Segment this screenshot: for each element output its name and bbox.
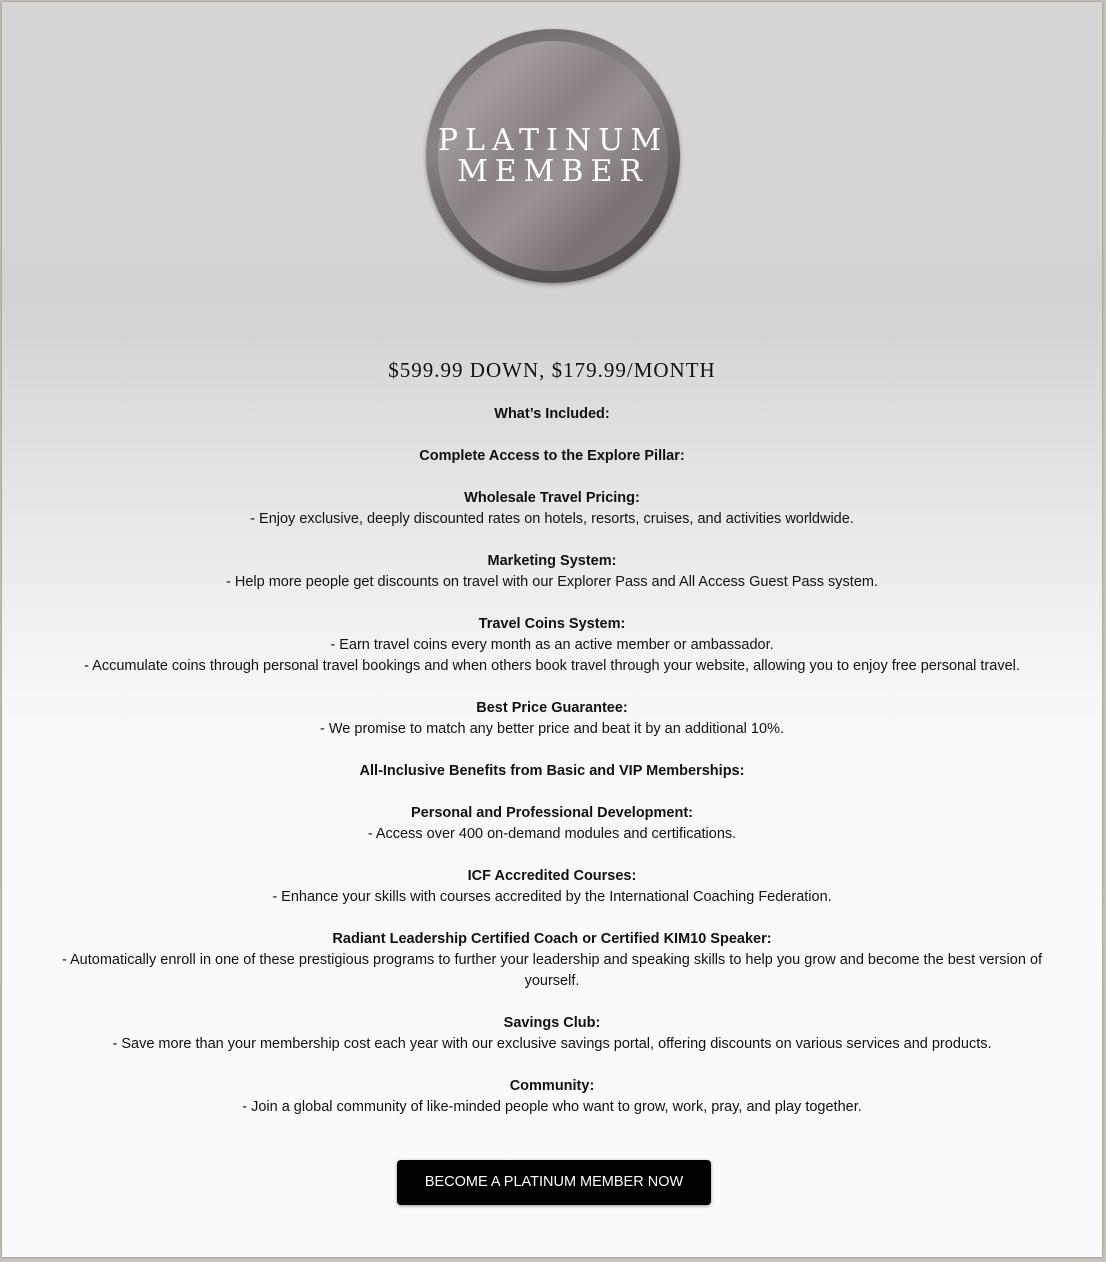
price-text: $599.99 DOWN, $179.99/MONTH (388, 358, 716, 382)
become-platinum-member-button[interactable]: BECOME A PLATINUM MEMBER NOW (397, 1160, 711, 1205)
benefit-line: - Access over 400 on-demand modules and certifications. (367, 826, 737, 842)
section-heading: Marketing System: (487, 553, 617, 569)
badge-title-line2: MEMBER (457, 154, 649, 189)
section-line: - We promise to match any better price and beat it by an additional 10%. (320, 721, 784, 737)
benefit-line: - Join a global community of like-minded people who want to grow, work, pray, and play together. (242, 1099, 862, 1115)
section-line: - Enjoy exclusive, deeply discounted rates on hotels, resorts, cruises, and activities worldwide. (250, 511, 854, 527)
explore-pillar-heading: Complete Access to the Explore Pillar: (419, 448, 685, 464)
membership-card (2, 2, 1102, 1257)
benefit-heading: Savings Club: (503, 1015, 601, 1031)
benefit-heading: Personal and Professional Development: (410, 805, 694, 821)
badge-title-line1: PLATINUM (437, 123, 669, 158)
benefits-content (42, 404, 1062, 1118)
benefit-heading: Radiant Leadership Certified Coach or Certified KIM10 Speaker: (332, 931, 772, 947)
benefit-heading: ICF Accredited Courses: (467, 868, 637, 884)
section-line: - Earn travel coins every month as an active member or ambassador. (330, 637, 774, 653)
benefit-line: - Automatically enroll in one of these prestigious programs to further your leadership and speaking skills to help you grow and become the best version of yourself. (61, 952, 1043, 989)
all-inclusive-heading: All-Inclusive Benefits from Basic and VIP Memberships: (359, 763, 745, 779)
section-heading: Wholesale Travel Pricing: (464, 490, 640, 506)
whats-included-heading: What’s Included: (494, 406, 610, 422)
benefit-line: - Enhance your skills with courses accredited by the International Coaching Federation. (272, 889, 832, 905)
section-line: - Accumulate coins through personal travel bookings and when others book travel through your website, allowing you to enjoy free personal travel. (84, 658, 1020, 674)
platinum-member-badge (426, 29, 680, 283)
benefit-line: - Save more than your membership cost each year with our exclusive savings portal, offering discounts on various services and products. (112, 1036, 992, 1052)
benefit-heading: Community: (509, 1078, 595, 1094)
section-heading: Travel Coins System: (478, 616, 626, 632)
section-line: - Help more people get discounts on travel with our Explorer Pass and All Access Guest Pass system. (226, 574, 878, 590)
section-heading: Best Price Guarantee: (476, 700, 628, 716)
